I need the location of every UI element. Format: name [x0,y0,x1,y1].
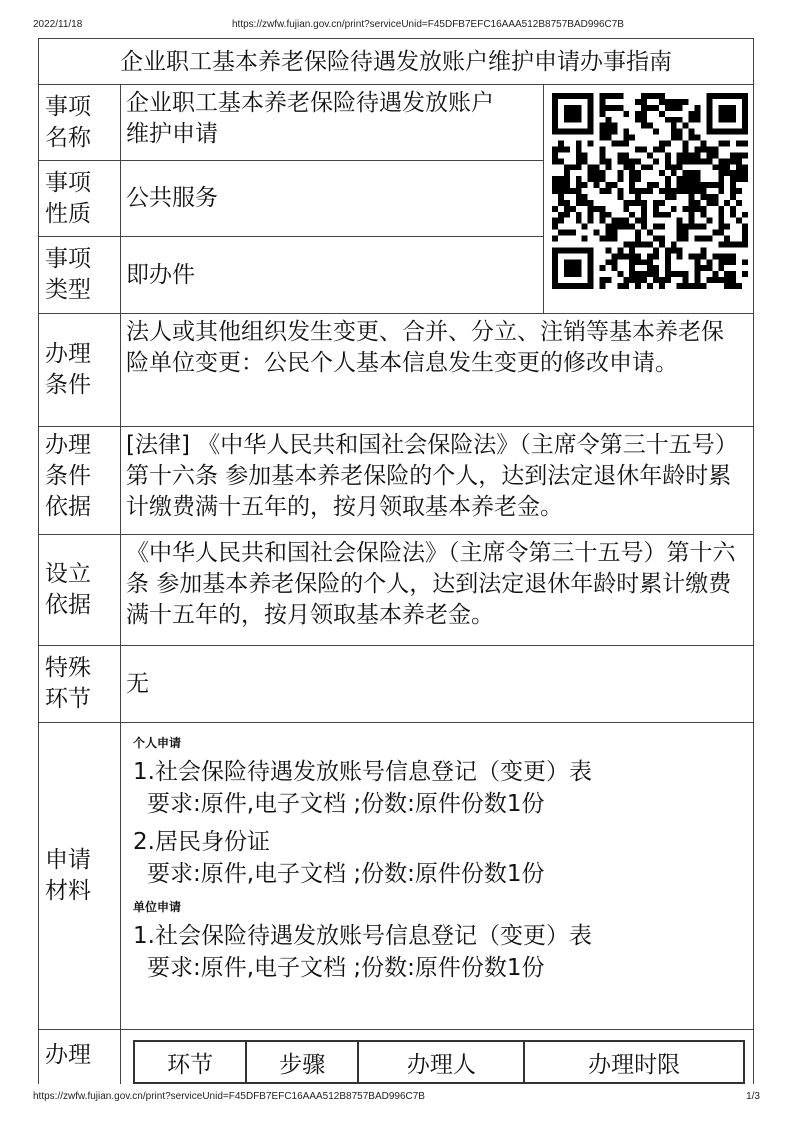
row-label: 办理 [39,1030,121,1084]
row-label: 申请 材料 [39,723,121,1029]
print-url[interactable]: https://zwfw.fujian.gov.cn/print?serviceUnid=F45DFB7EFC16AAA512B8757BAD996C7B [33,1091,425,1102]
material-item [133,756,753,820]
material-requirement: 要求:原件,电子文档 ;份数:原件份数1份 [147,955,545,981]
row-value: 企业职工基本养老保险待遇发放账户 维护申请 [126,90,494,147]
row-item-nature [39,161,543,237]
qr-code-cell [543,85,754,314]
row-materials [39,723,753,1030]
page-number: 1/3 [746,1091,760,1102]
page-title: 企业职工基本养老保险待遇发放账户维护申请办事指南 [39,39,753,85]
material-name: 2.居民身份证 [133,829,270,855]
table-header-cell: 办理人 [358,1041,524,1083]
guide-document [38,38,754,1084]
material-item [133,920,753,984]
materials-list [121,723,753,1029]
row-item-name [39,85,543,161]
material-name: 1.社会保险待遇发放账号信息登记（变更）表 [133,759,592,785]
materials-group-title: 个人申请 [133,736,182,750]
material-item [133,826,753,890]
row-special [39,646,753,723]
table-header-cell: 步骤 [246,1041,358,1083]
table-header-cell: 办理时限 [524,1041,744,1083]
row-process [39,1030,753,1084]
row-label: 办理 条件 [39,314,121,426]
row-condition-basis [39,427,753,535]
print-url[interactable]: https://zwfw.fujian.gov.cn/print?serviceUnid=F45DFB7EFC16AAA512B8757BAD996C7B [232,19,624,30]
print-date: 2022/11/18 [33,19,83,30]
row-value: 即办件 [126,261,195,288]
material-name: 1.社会保险待遇发放账号信息登记（变更）表 [133,923,592,949]
material-requirement: 要求:原件,电子文档 ;份数:原件份数1份 [147,861,545,887]
row-value: 无 [126,670,149,697]
qr-code-icon[interactable] [552,93,748,289]
row-label: 事项 性质 [39,161,121,236]
table-header-cell: 环节 [134,1041,246,1083]
process-table [133,1040,745,1084]
process-cell [121,1030,753,1084]
row-value: 法人或其他组织发生变更、合并、分立、注销等基本养老保险单位变更：公民个人基本信息发生变更的修改申请。 [126,319,724,376]
row-label: 办理 条件 依据 [39,427,121,534]
row-label: 特殊 环节 [39,646,121,722]
row-label: 事项 类型 [39,237,121,313]
row-establish-basis [39,535,753,646]
row-value: 公共服务 [126,185,218,211]
row-label: 事项 名称 [39,85,121,160]
material-requirement: 要求:原件,电子文档 ;份数:原件份数1份 [147,791,545,817]
row-value: [法律] 《中华人民共和国社会保险法》（主席令第三十五号）第十六条 参加基本养老保险的个人，达到法定退休年龄时累计缴费满十五年的，按月领取基本养老金。 [126,432,738,520]
row-conditions [39,314,753,427]
row-value: 《中华人民共和国社会保险法》（主席令第三十五号）第十六条 参加基本养老保险的个人，达到法定退休年龄时累计缴费满十五年的，按月领取基本养老金。 [126,540,736,628]
row-label: 设立 依据 [39,535,121,645]
row-item-type [39,237,543,314]
table-header-row [134,1041,744,1083]
materials-group-title: 单位申请 [133,900,182,914]
